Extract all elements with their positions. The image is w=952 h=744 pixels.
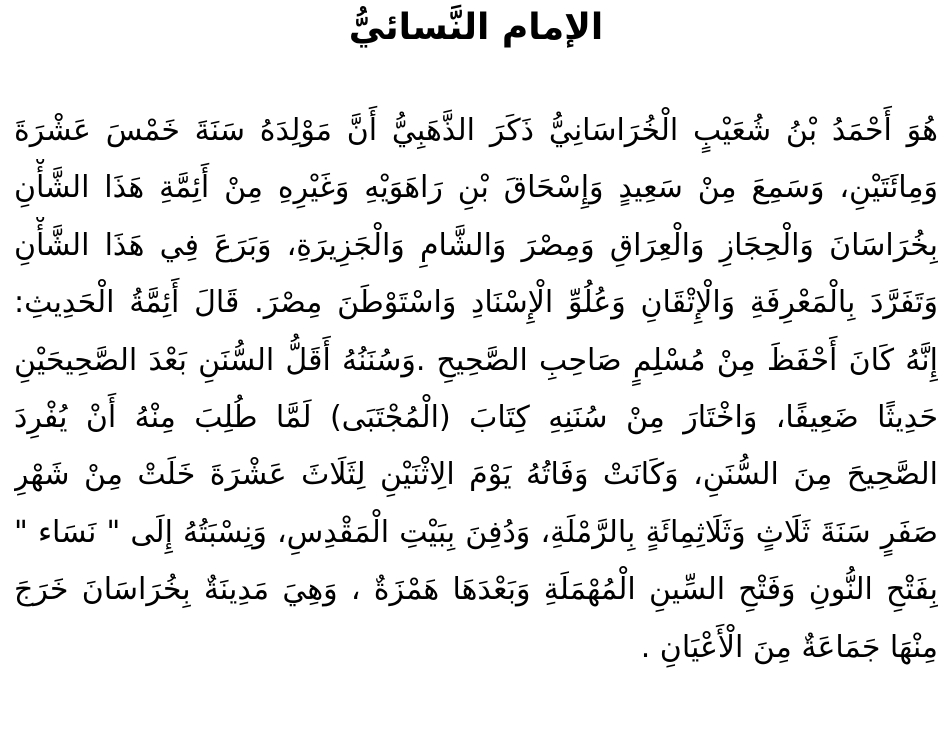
text-line: بِخُرَاسَانَ وَالْحِجَازِ وَالْعِرَاقِ وَمِصْرَ وَالشَّامِ وَالْجَزِيرَةِ، وَبَرَعَ فِي هَذَا الشَّأْنِ — [14, 227, 938, 263]
text-line: هُوَ أَحْمَدُ بْنُ شُعَيْبٍ الْخُرَاسَانِيُّ ذَكَرَ الذَّهَبِيُّ أَنَّ مَوْلِدَهُ سَنَةَ خَمْسَ عَشْرَةَ — [14, 113, 938, 148]
page-title: الإمام النَّسائيُّ — [348, 7, 604, 48]
body-text — [14, 102, 938, 676]
text-line: حَدِيثًا ضَعِيفًا، وَاخْتَارَ مِنْ سُنَنِهِ كِتَابَ (الْمُجْتَبَى) لَمَّا طُلِبَ مِنْهُ أَنْ يُفْرِدَ — [14, 399, 938, 435]
text-line: وَمِائَتَيْنِ، وَسَمِعَ مِنْ سَعِيدٍ وَإِسْحَاقَ بْنِ رَاهَوَيْهِ وَغَيْرِهِ مِنْ أَئِمَّةِ هَذَا الشَّأْنِ — [14, 170, 938, 206]
text-line: بِفَتْحِ النُّونِ وَفَتْحِ السِّينِ الْمُهْمَلَةِ وَبَعْدَهَا هَمْزَةٌ ، وَهِيَ مَدِينَةٌ بِخُرَاسَانَ خَرَجَ — [14, 572, 938, 608]
text-line: صَفَرٍ سَنَةَ ثَلَاثٍ وَثَلَاثِمِائَةٍ بِالرَّمْلَةِ، وَدُفِنَ بِبَيْتِ الْمَقْدِسِ، وَنِسْبَتُهُ إِلَى " نَسَاء " — [14, 514, 938, 550]
text-line: مِنْهَا جَمَاعَةٌ مِنَ الْأَعْيَانِ . — [640, 629, 938, 665]
text-line: وَتَفَرَّدَ بِالْمَعْرِفَةِ وَالْإِتْقَانِ وَعُلُوِّ الْإِسْنَادِ وَاسْتَوْطَنَ مِصْرَ. قَالَ أَئِمَّةُ الْحَدِيثِ: — [14, 285, 938, 321]
text-line: الصَّحِيحَ مِنَ السُّنَنِ، وَكَانَتْ وَفَاتُهُ يَوْمَ الِاثْنَيْنِ لِثَلَاثَ عَشْرَةَ خَلَتْ مِنْ شَهْرِ — [14, 457, 938, 493]
text-line: إِنَّهُ كَانَ أَحْفَظَ مِنْ مُسْلِمٍ صَاحِبِ الصَّحِيحِ .وَسُنَنُهُ أَقَلُّ السُّنَنِ بَعْدَ الصَّحِيحَيْنِ — [14, 342, 938, 378]
